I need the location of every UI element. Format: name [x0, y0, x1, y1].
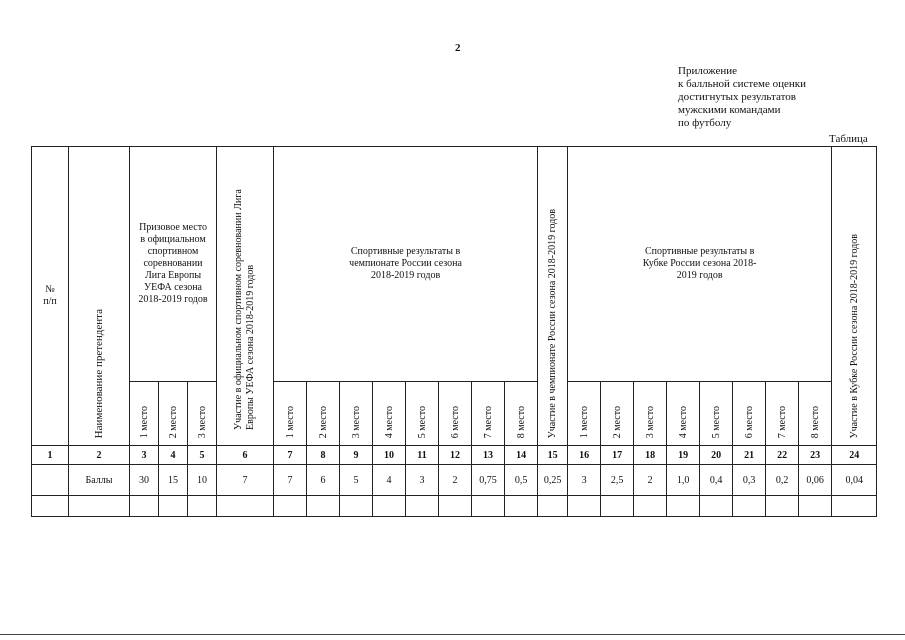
- header-championship-place: 2 место: [307, 382, 340, 446]
- points-cell: 10: [188, 465, 217, 496]
- header-cup-place: 8 место: [799, 382, 832, 446]
- appendix-line: мужскими командами: [678, 104, 781, 116]
- points-cell: 7: [217, 465, 274, 496]
- empty-cell: [69, 496, 130, 517]
- empty-cell: [799, 496, 832, 517]
- header-cup-place: 4 место: [667, 382, 700, 446]
- header-cup-place: 1 место: [568, 382, 601, 446]
- column-number: 20: [700, 446, 733, 465]
- header-championship-place: 4 место: [373, 382, 406, 446]
- points-cell: 5: [340, 465, 373, 496]
- points-cell: 1,0: [667, 465, 700, 496]
- points-cell: 0,25: [538, 465, 568, 496]
- empty-cell: [406, 496, 439, 517]
- empty-cell: [505, 496, 538, 517]
- points-cell: [32, 465, 69, 496]
- points-cell: 0,4: [700, 465, 733, 496]
- points-cell: 0,75: [472, 465, 505, 496]
- empty-row: [32, 496, 877, 517]
- empty-cell: [733, 496, 766, 517]
- points-cell: 0,5: [505, 465, 538, 496]
- column-number: 4: [159, 446, 188, 465]
- header-championship-place: 1 место: [274, 382, 307, 446]
- appendix-line: по футболу: [678, 117, 732, 129]
- column-number: 3: [130, 446, 159, 465]
- header-championship-place: 3 место: [340, 382, 373, 446]
- points-cell: 0,2: [766, 465, 799, 496]
- header-cup-place: 7 место: [766, 382, 799, 446]
- column-number: 7: [274, 446, 307, 465]
- appendix-line: достигнутых результатов: [678, 91, 796, 103]
- header-cup-place: 6 место: [733, 382, 766, 446]
- header-europa-place: 2 место: [159, 382, 188, 446]
- appendix-line: Приложение: [678, 65, 738, 77]
- column-number: 8: [307, 446, 340, 465]
- header-cup-place: 5 место: [700, 382, 733, 446]
- empty-cell: [159, 496, 188, 517]
- column-number: 1: [32, 446, 69, 465]
- empty-cell: [217, 496, 274, 517]
- column-number: 10: [373, 446, 406, 465]
- column-number: 14: [505, 446, 538, 465]
- points-cell: 2: [634, 465, 667, 496]
- empty-cell: [188, 496, 217, 517]
- empty-cell: [274, 496, 307, 517]
- points-cell: 15: [159, 465, 188, 496]
- scoring-table: [31, 146, 877, 517]
- empty-cell: [32, 496, 69, 517]
- column-number: 12: [439, 446, 472, 465]
- header-championship-place: 5 место: [406, 382, 439, 446]
- column-number: 21: [733, 446, 766, 465]
- empty-cell: [667, 496, 700, 517]
- column-number: 6: [217, 446, 274, 465]
- points-cell: 0,04: [832, 465, 877, 496]
- empty-cell: [307, 496, 340, 517]
- column-number: 16: [568, 446, 601, 465]
- empty-cell: [568, 496, 601, 517]
- appendix-line: к балльной системе оценки: [678, 78, 807, 90]
- header-europa-place: 1 место: [130, 382, 159, 446]
- column-number: 5: [188, 446, 217, 465]
- column-number: 2: [69, 446, 130, 465]
- header-cup-place: 2 место: [601, 382, 634, 446]
- empty-cell: [472, 496, 505, 517]
- header-name: Наименование претендента: [69, 147, 130, 446]
- column-number: 24: [832, 446, 877, 465]
- empty-cell: [373, 496, 406, 517]
- empty-cell: [700, 496, 733, 517]
- column-number: 19: [667, 446, 700, 465]
- empty-cell: [538, 496, 568, 517]
- header-championship-place: 6 место: [439, 382, 472, 446]
- empty-cell: [130, 496, 159, 517]
- header-europa-group: Призовое место в официальном спортивном соревновании Лига Европы УЕФА сезона 2018-2019 годов: [130, 147, 217, 382]
- points-row: [32, 465, 877, 496]
- header-championship-place: 8 место: [505, 382, 538, 446]
- points-cell: 4: [373, 465, 406, 496]
- points-cell: 0,06: [799, 465, 832, 496]
- empty-cell: [439, 496, 472, 517]
- points-cell: 3: [406, 465, 439, 496]
- table-label: Таблица: [829, 133, 868, 145]
- header-europa-place: 3 место: [188, 382, 217, 446]
- empty-cell: [340, 496, 373, 517]
- header-championship-group: Спортивные результаты в чемпионате России сезона 2018-2019 годов: [274, 147, 538, 382]
- column-number: 23: [799, 446, 832, 465]
- empty-cell: [601, 496, 634, 517]
- points-cell: 2: [439, 465, 472, 496]
- empty-cell: [634, 496, 667, 517]
- header-no: № п/п: [32, 147, 69, 446]
- page-bottom-line: [0, 634, 905, 635]
- column-number: 17: [601, 446, 634, 465]
- column-number: 9: [340, 446, 373, 465]
- points-cell: 3: [568, 465, 601, 496]
- header-cup-group: Спортивные результаты в Кубке России сезона 2018-2019 годов: [568, 147, 832, 382]
- column-number: 22: [766, 446, 799, 465]
- appendix-note: [678, 65, 806, 130]
- column-number-row: [32, 446, 877, 465]
- empty-cell: [832, 496, 877, 517]
- points-cell: 30: [130, 465, 159, 496]
- points-cell: 7: [274, 465, 307, 496]
- column-number: 13: [472, 446, 505, 465]
- points-cell: 6: [307, 465, 340, 496]
- empty-cell: [766, 496, 799, 517]
- points-cell: 2,5: [601, 465, 634, 496]
- header-europa-participation: Участие в официальном спортивном соревновании Лига Европы УЕФА сезона 2018-2019 годов: [217, 147, 274, 446]
- points-cell: Баллы: [69, 465, 130, 496]
- header-championship-place: 7 место: [472, 382, 505, 446]
- column-number: 15: [538, 446, 568, 465]
- column-number: 11: [406, 446, 439, 465]
- header-cup-participation: Участие в Кубке России сезона 2018-2019 годов: [832, 147, 877, 446]
- page-number: 2: [455, 42, 461, 54]
- column-number: 18: [634, 446, 667, 465]
- points-cell: 0,3: [733, 465, 766, 496]
- header-championship-participation: Участие в чемпионате России сезона 2018-2019 годов: [538, 147, 568, 446]
- header-cup-place: 3 место: [634, 382, 667, 446]
